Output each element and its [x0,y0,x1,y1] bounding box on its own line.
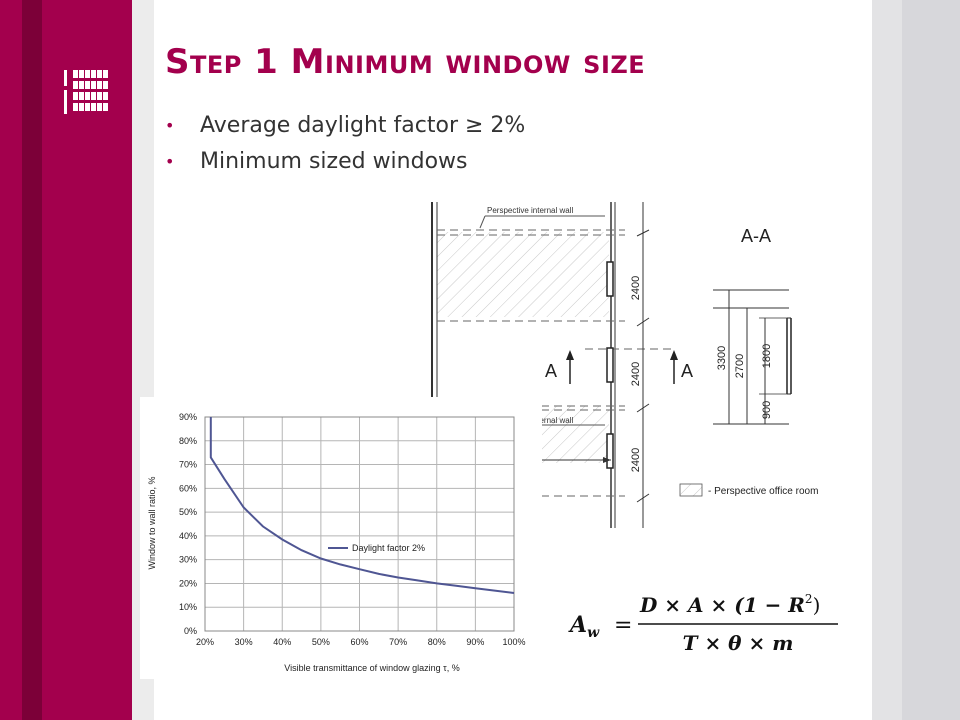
svg-text:D × A × (1 − R2) [639,592,820,617]
chart-legend [328,543,425,553]
dim-2400-a: 2400 [630,275,642,301]
x-tick-label: 70% [389,637,408,647]
slide-title: Step 1 Minimum window size [165,42,646,82]
right-band-grey [902,0,960,720]
svg-text:Aw [568,612,600,641]
x-tick-label: 30% [234,637,253,647]
bullet-item: • Average daylight factor ≥ 2% [165,108,525,144]
formula-denominator: T × θ × m [682,631,794,655]
y-tick-label: 90% [178,412,197,422]
daylight-chart [140,397,542,679]
x-tick-label: 40% [273,637,292,647]
bullet-list [165,108,525,180]
dim-4800: 4800 [510,447,536,459]
formula-lhs-subscript: w [587,625,600,641]
logo-icon [64,70,112,118]
y-tick-label: 10% [178,602,197,613]
right-band-light [872,0,902,720]
y-tick-label: 40% [178,530,197,541]
formula-numerator-superscript: 2 [804,592,813,606]
formula-numerator-close: ) [812,593,821,617]
x-axis-label: Visible transmittance of window glazing τ, % [284,663,460,673]
series-line-daylight-factor-2 [211,417,514,593]
x-tick-label: 90% [466,637,485,647]
y-tick-label: 70% [178,459,197,470]
dim-2400-c: 2400 [630,447,642,473]
y-tick-label: 20% [178,578,197,589]
section-marker-left: A [545,361,558,381]
y-tick-label: 30% [178,554,197,565]
dim-3300: 3300 [716,345,728,371]
formula-numerator: D × A × (1 − R [640,593,805,617]
legend-entry: Daylight factor 2% [352,543,426,553]
x-tick-label: 100% [502,637,526,647]
bullet-item: • Minimum sized windows [165,144,525,180]
window-area-formula [566,580,866,660]
y-axis-label: Window to wall ratio, % [147,476,157,570]
wall-label-top: Perspective internal wall [487,206,574,215]
left-band-outer [0,0,22,720]
legend-label: - Perspective office room [708,486,819,497]
section-label: A-A [741,226,772,246]
y-tick-label: 60% [178,483,197,494]
y-tick-label: 0% [183,626,197,636]
left-band-dark [22,0,42,720]
x-tick-label: 60% [350,637,369,647]
section-marker-right: A [681,361,694,381]
dim-2700: 2700 [734,353,746,379]
y-tick-label: 80% [178,435,197,446]
x-tick-label: 50% [311,637,330,647]
formula-lhs: A [570,612,588,638]
office-zone-top [437,232,609,317]
x-tick-label: 20% [195,637,215,647]
x-tick-label: 80% [427,637,446,647]
y-tick-label: 50% [178,507,197,518]
dim-1800: 1800 [761,343,773,369]
wall-label-bottom: Perspective internal wall [487,416,574,425]
formula-equals: = [614,613,633,638]
dim-2400-b: 2400 [630,361,642,387]
dim-900: 900 [761,400,773,420]
